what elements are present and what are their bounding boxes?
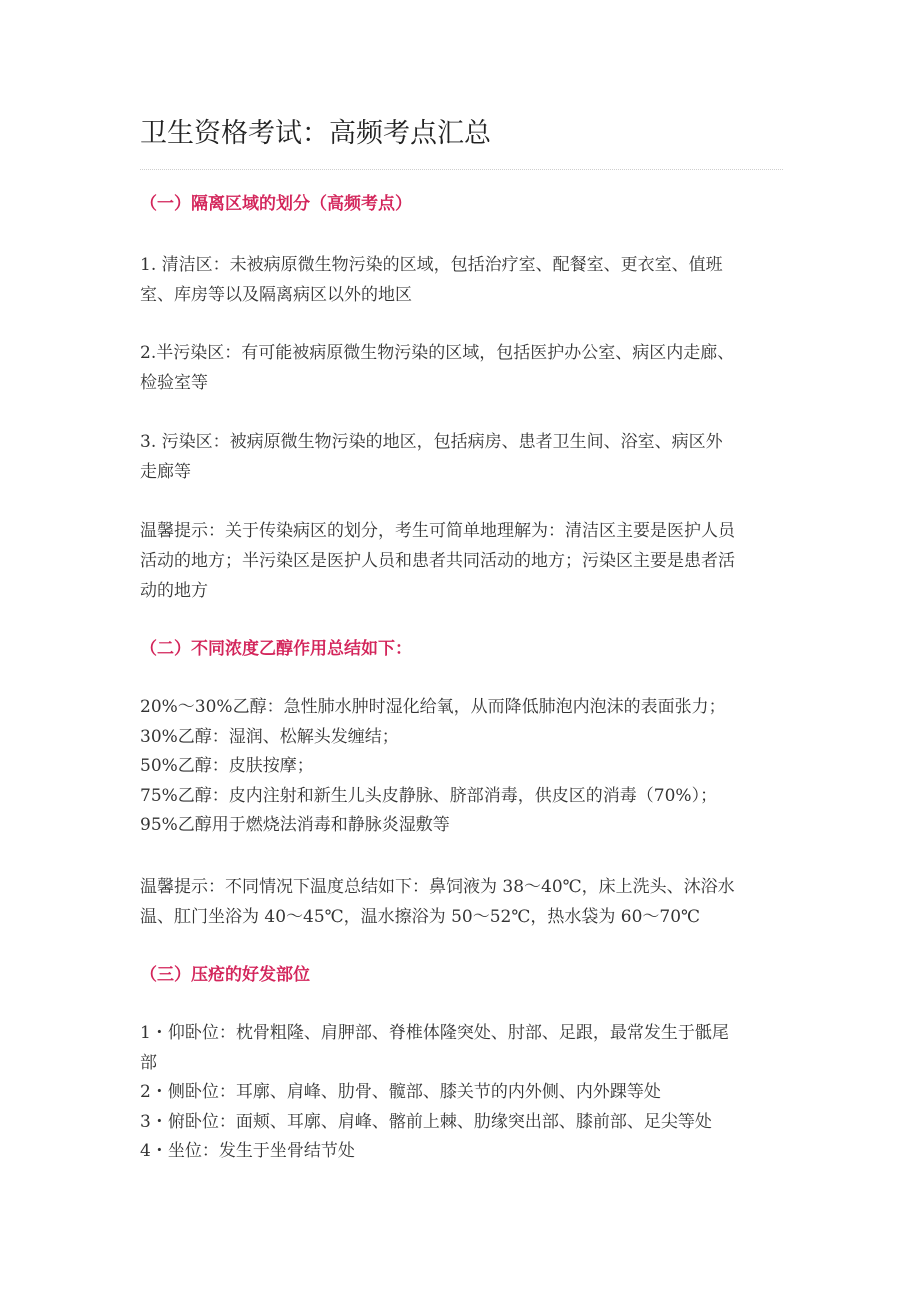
paragraph-semi-contaminated-zone: 2.半污染区：有可能被病原微生物污染的区域，包括医护办公室、病区内走廊、 检验室等: [140, 343, 735, 393]
paragraph-tip-zones: 温馨提示：关于传染病区的划分，考生可简单地理解为：清洁区主要是医护人员 活动的地方；半污染区是医护人员和患者共同活动的地方；污染区主要是患者活 动的地方: [140, 521, 735, 601]
paragraph-contaminated-zone: 3. 污染区：被病原微生物污染的地区，包括病房、患者卫生间、浴室、病区外 走廊等: [140, 432, 723, 482]
list-item: 3・俯卧位：面颊、耳廓、肩峰、髂前上棘、肋缘突出部、膝前部、足尖等处: [140, 1111, 712, 1132]
list-item: 95%乙醇用于燃烧法消毒和静脉炎湿敷等: [140, 815, 450, 836]
list-item: 1・仰卧位：枕骨粗隆、肩胛部、脊椎体隆突处、肘部、足跟，最常发生于骶尾 部: [140, 1023, 729, 1073]
title-divider: [140, 169, 783, 170]
section-heading-isolation-zones: （一）隔离区域的划分（高频考点）: [140, 194, 412, 214]
list-item: 2・侧卧位：耳廓、肩峰、肋骨、髋部、膝关节的内外侧、内外踝等处: [140, 1082, 661, 1103]
list-item: 20%～30%乙醇：急性肺水肿时湿化给氧，从而降低肺泡内泡沫的表面张力；: [140, 697, 726, 717]
page-title: 卫生资格考试：高频考点汇总: [140, 118, 491, 149]
paragraph-clean-zone: 1. 清洁区：未被病原微生物污染的区域，包括治疗室、配餐室、更衣室、值班 室、库房等以及隔离病区以外的地区: [140, 255, 723, 305]
paragraph-tip-temperature: 温馨提示：不同情况下温度总结如下：鼻饲液为 38～40℃，床上洗头、沐浴水 温、肛门坐浴为 40～45℃，温水擦浴为 50～52℃，热水袋为 60～70℃: [140, 877, 735, 927]
list-item: 75%乙醇：皮内注射和新生儿头皮静脉、脐部消毒，供皮区的消毒（70%）；: [140, 785, 718, 806]
list-item: 4・坐位：发生于坐骨结节处: [140, 1141, 355, 1162]
pressure-sore-list: [140, 1019, 783, 1167]
list-item: 50%乙醇：皮肤按摩；: [140, 756, 314, 777]
list-item: 30%乙醇：湿润、松解头发缠结；: [140, 726, 399, 747]
section-heading-ethanol: （二）不同浓度乙醇作用总结如下：: [140, 639, 412, 659]
section-heading-pressure-sores: （三）压疮的好发部位: [140, 965, 310, 985]
ethanol-list: [140, 693, 783, 841]
